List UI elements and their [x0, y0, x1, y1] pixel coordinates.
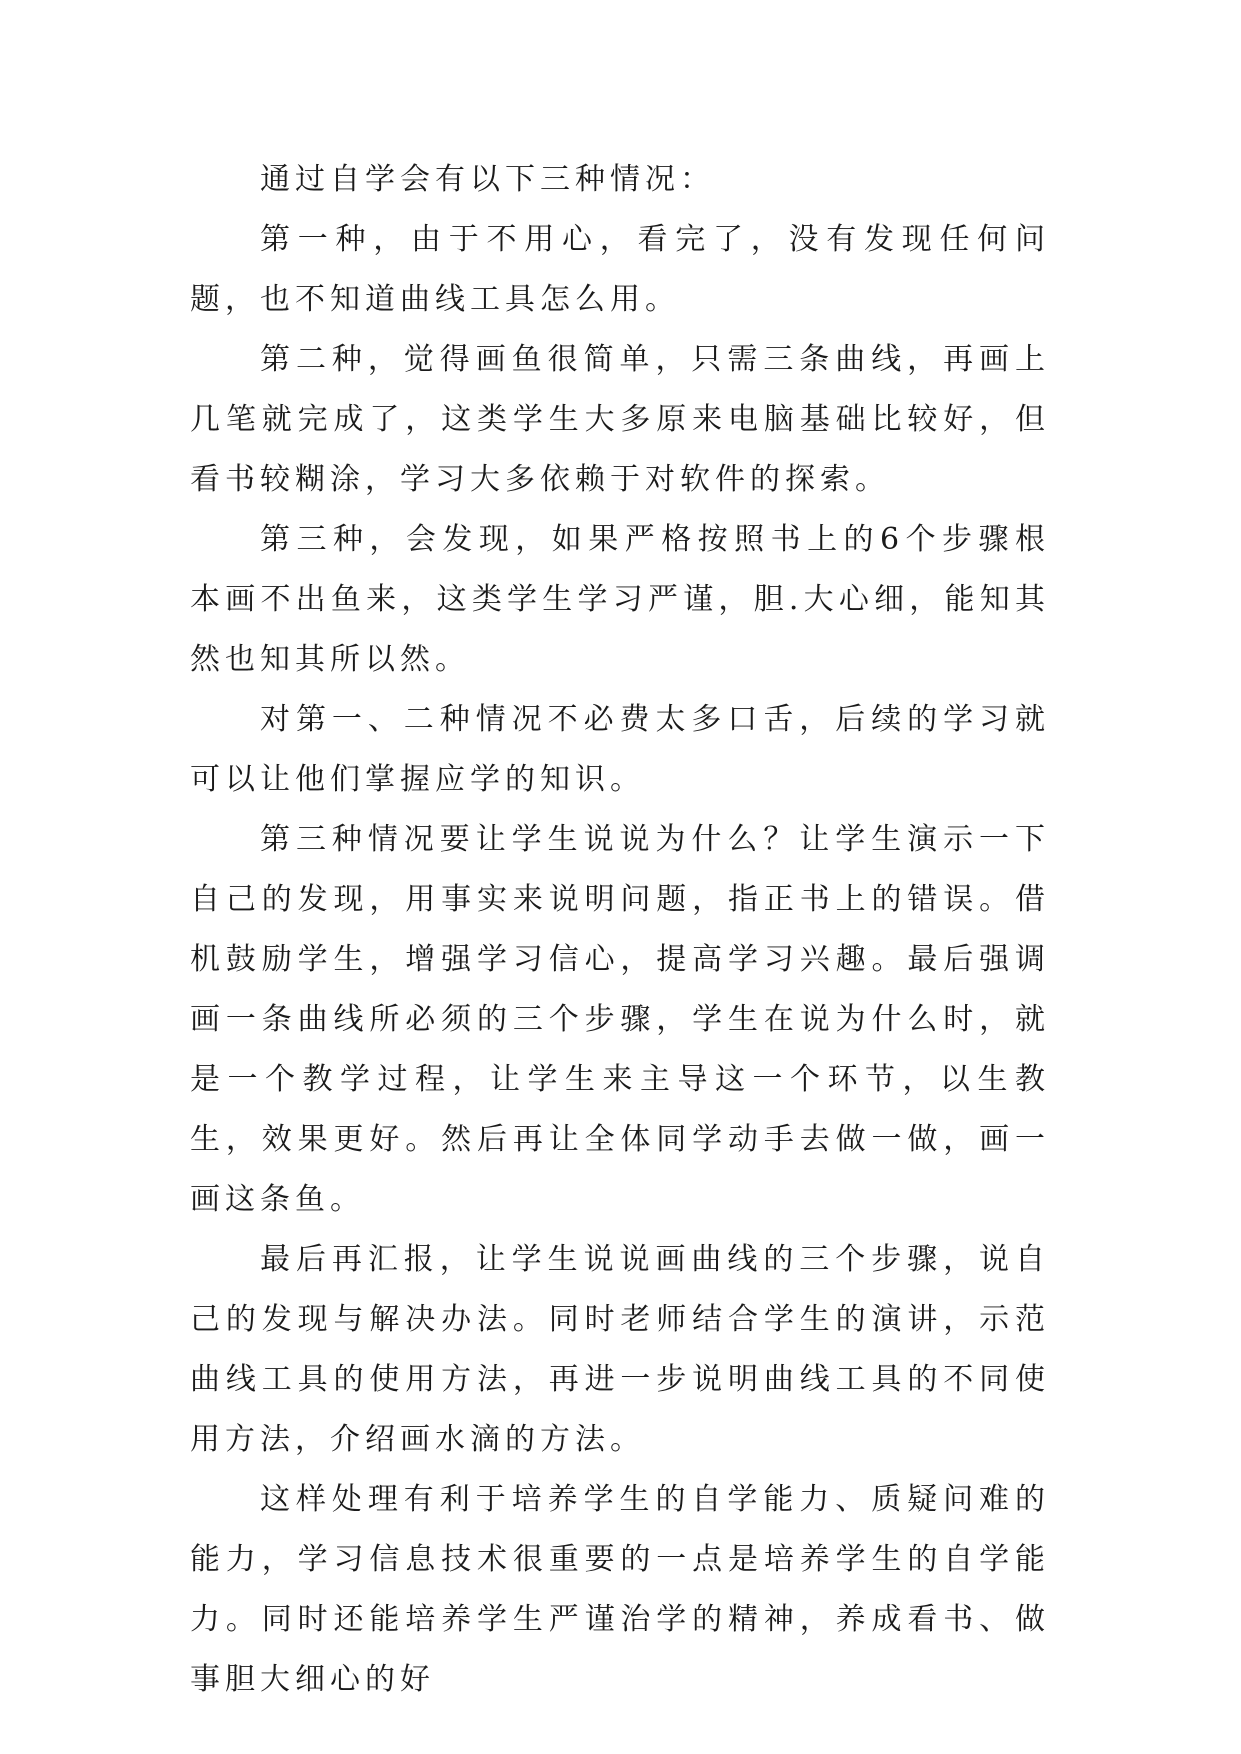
paragraph-case-two: 第二种，觉得画鱼很简单，只需三条曲线，再画上几笔就完成了，这类学生大多原来电脑基础比较好，但看书较糊涂，学习大多依赖于对软件的探索。 — [190, 342, 1050, 497]
document-body — [190, 150, 1050, 1710]
paragraph-handling-three: 第三种情况要让学生说说为什么？让学生演示一下自己的发现，用事实来说明问题，指正书上的错误。借机鼓励学生，增强学习信心，提高学习兴趣。最后强调画一条曲线所必须的三个步骤，学生在说为什么时，就是一个教学过程，让学生来主导这一个环节，以生教生，效果更好。然后再让全体同学动手去做一做，画一画这条鱼。 — [190, 822, 1050, 1217]
paragraph-case-three: 第三种，会发现，如果严格按照书上的6个步骤根本画不出鱼来，这类学生学习严谨，胆.大心细，能知其然也知其所以然。 — [190, 522, 1050, 677]
paragraph-report: 最后再汇报，让学生说说画曲线的三个步骤，说自己的发现与解决办法。同时老师结合学生的演讲，示范曲线工具的使用方法，再进一步说明曲线工具的不同使用方法，介绍画水滴的方法。 — [190, 1242, 1050, 1457]
paragraph-intro: 通过自学会有以下三种情况： — [260, 162, 715, 197]
paragraph-handling-one-two: 对第一、二种情况不必费太多口舌，后续的学习就可以让他们掌握应学的知识。 — [190, 702, 1050, 797]
paragraph-conclusion: 这样处理有利于培养学生的自学能力、质疑问难的能力，学习信息技术很重要的一点是培养学生的自学能力。同时还能培养学生严谨治学的精神，养成看书、做事胆大细心的好 — [190, 1482, 1050, 1697]
paragraph-case-one: 第一种，由于不用心，看完了，没有发现任何问题，也不知道曲线工具怎么用。 — [190, 222, 1050, 317]
